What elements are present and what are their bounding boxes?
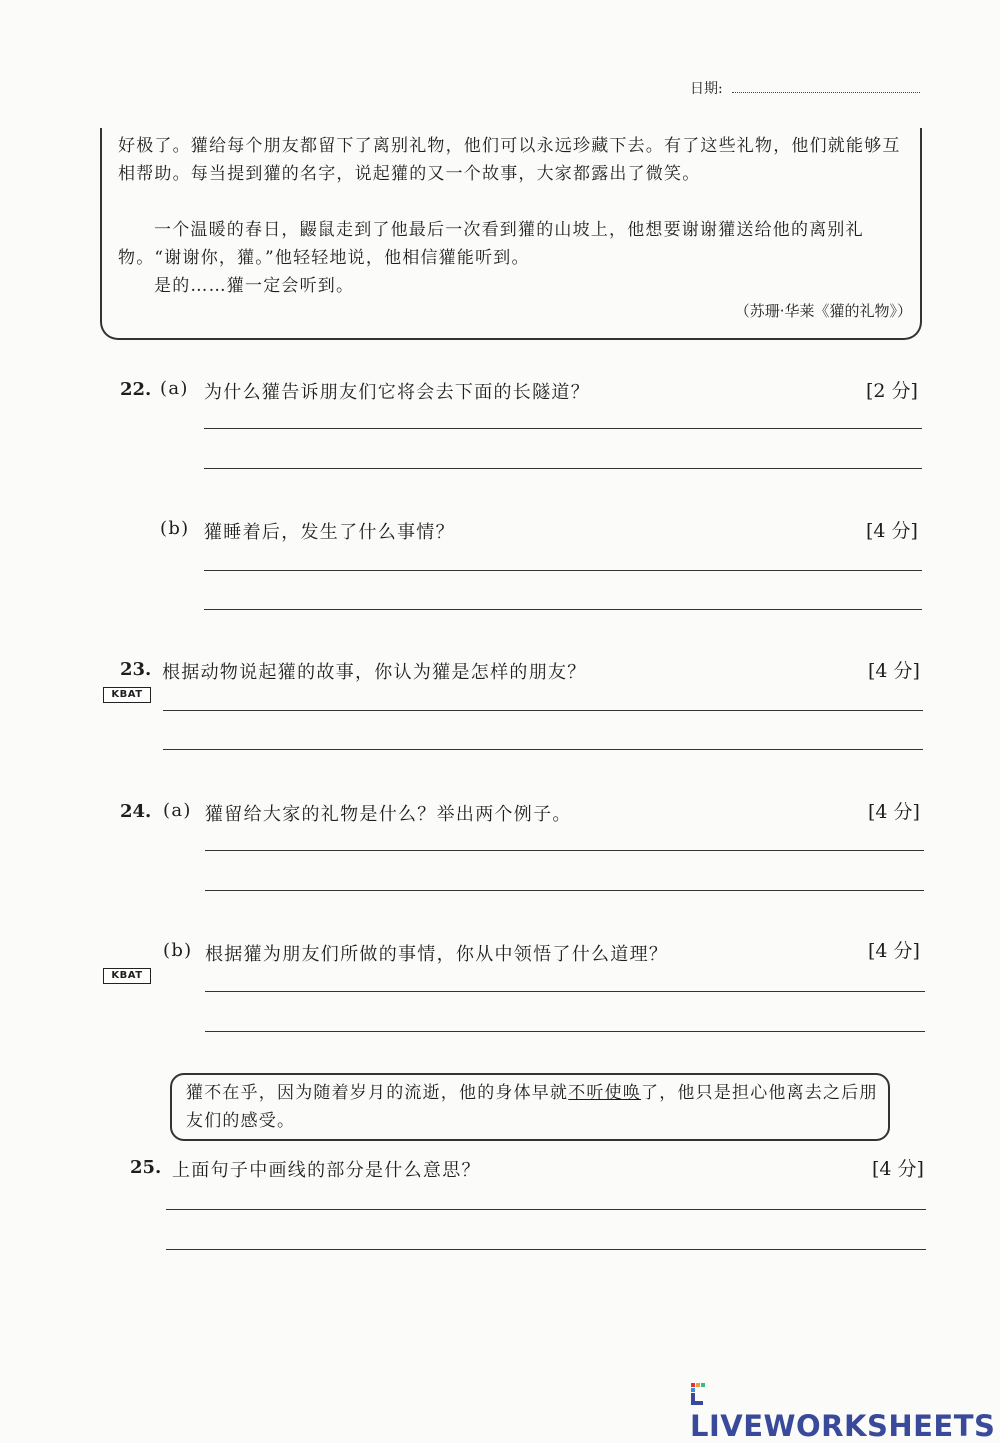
q23-kbat-badge: KBAT xyxy=(103,687,151,703)
q24b-kbat-badge: KBAT xyxy=(103,968,151,984)
quote-underlined-phrase: 不听使唤 xyxy=(568,1083,642,1103)
q23-marks: [4 分] xyxy=(868,660,920,682)
passage-box xyxy=(100,128,922,340)
q23-number: 23. xyxy=(120,659,152,680)
date-field xyxy=(690,78,723,98)
quote-text xyxy=(186,1079,886,1135)
q23-answer-line-1[interactable] xyxy=(163,710,923,711)
q24-number: 24. xyxy=(120,801,152,822)
q24a-marks: [4 分] xyxy=(868,801,920,823)
q22-number: 22. xyxy=(120,379,152,400)
passage-paragraph-2: 一个温暖的春日，鼹鼠走到了他最后一次看到獾的山坡上，他想要谢谢獾送给他的离别礼物。“谢谢你，獾。”他轻轻地说，他相信獾能听到。 xyxy=(118,220,864,268)
liveworksheets-logo-icon xyxy=(690,1381,710,1407)
passage-source: （苏珊·华莱《獾的礼物》） xyxy=(734,302,912,320)
q24b-text: 根据獾为朋友们所做的事情，你从中领悟了什么道理？ xyxy=(205,944,669,965)
q22a-answer-line-2[interactable] xyxy=(204,468,922,469)
q24a-label: (a) xyxy=(163,800,192,821)
q23-text: 根据动物说起獾的故事，你认为獾是怎样的朋友？ xyxy=(162,662,587,683)
quote-text-after: 了，他只是担心他离去之后朋友们的感受。 xyxy=(186,1083,878,1131)
liveworksheets-logo-text: LIVEWORKSHEETS xyxy=(690,1409,996,1443)
quote-text-before: 獾不在乎，因为随着岁月的流逝，他的身体早就 xyxy=(186,1083,569,1103)
q22b-answer-line-2[interactable] xyxy=(204,609,922,610)
q23-answer-line-2[interactable] xyxy=(163,749,923,750)
q24a-answer-line-1[interactable] xyxy=(205,850,924,851)
q25-marks: [4 分] xyxy=(872,1158,924,1180)
q22a-answer-line-1[interactable] xyxy=(204,428,922,429)
q24a-text: 獾留给大家的礼物是什么？举出两个例子。 xyxy=(205,804,572,825)
passage-paragraph-1: 好极了。獾给每个朋友都留下了离别礼物，他们可以永远珍藏下去。有了这些礼物，他们就能够互相帮助。每当提到獾的名字，说起獾的又一个故事，大家都露出了微笑。 xyxy=(118,136,901,184)
q24a-answer-line-2[interactable] xyxy=(205,890,924,891)
q22b-text: 獾睡着后，发生了什么事情？ xyxy=(204,522,455,543)
q22b-label: (b) xyxy=(160,518,190,539)
q24b-answer-line-2[interactable] xyxy=(205,1031,925,1032)
passage-paragraph-3: 是的……獾一定会听到。 xyxy=(154,276,355,296)
q25-text: 上面句子中画线的部分是什么意思？ xyxy=(172,1160,481,1181)
q22a-marks: [2 分] xyxy=(866,380,918,402)
liveworksheets-logo xyxy=(690,1375,1000,1443)
q22a-label: (a) xyxy=(160,378,189,399)
q24b-label: (b) xyxy=(163,940,193,961)
date-input-line[interactable] xyxy=(732,92,920,93)
q22b-marks: [4 分] xyxy=(866,520,918,542)
q22a-text: 为什么獾告诉朋友们它将会去下面的长隧道？ xyxy=(204,382,590,403)
q22b-answer-line-1[interactable] xyxy=(204,570,922,571)
q24b-marks: [4 分] xyxy=(868,940,920,962)
q24b-answer-line-1[interactable] xyxy=(205,991,925,992)
q25-answer-line-2[interactable] xyxy=(166,1249,926,1250)
date-label: 日期: xyxy=(690,81,723,97)
q25-answer-line-1[interactable] xyxy=(166,1209,926,1210)
q25-number: 25. xyxy=(130,1157,162,1178)
quote-box xyxy=(170,1073,890,1141)
